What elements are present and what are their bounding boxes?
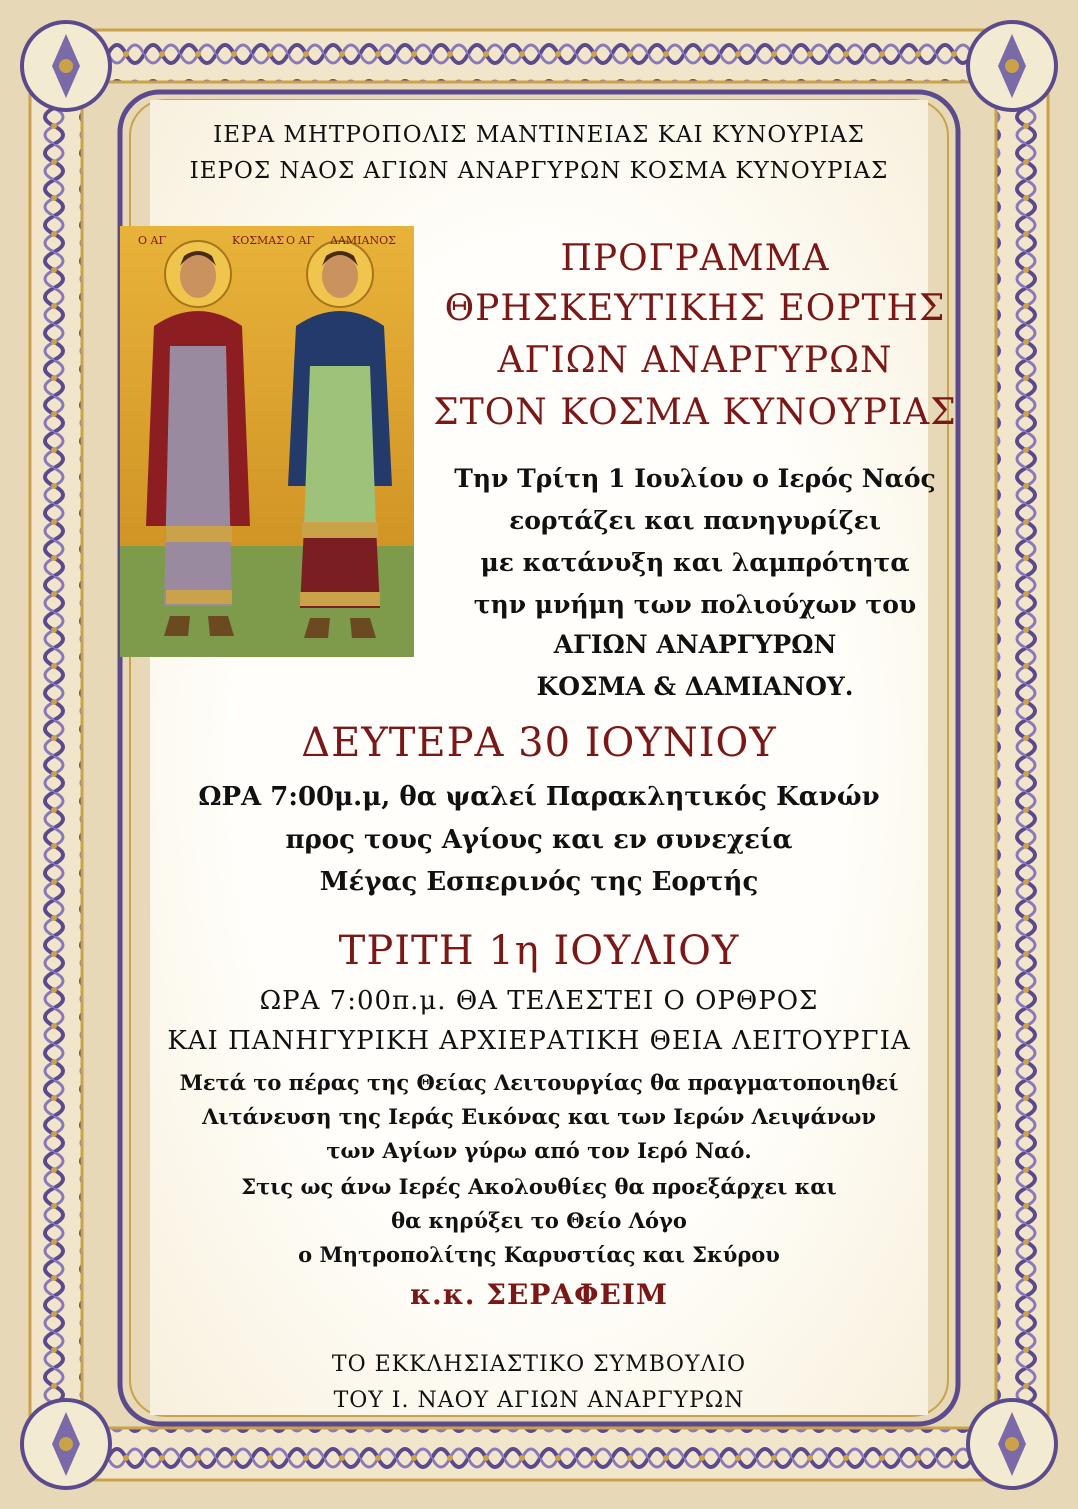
header-line-1: ΙΕΡΑ ΜΗΤΡΟΠΟΛΙΣ ΜΑΝΤΙΝΕΙΑΣ ΚΑΙ ΚΥΝΟΥΡΙΑΣ	[213, 122, 865, 148]
icon-inscription: Ο ΑΓ	[138, 234, 167, 247]
icon-inscription: ΚΟΣΜΑΣ	[232, 234, 284, 247]
title-line-4: ΣΤΟΝ ΚΟΣΜΑ ΚΥΝΟΥΡΙΑΣ	[433, 392, 957, 433]
day2-heading: ΤΡΙΤΗ 1η ΙΟΥΛΙΟΥ	[338, 928, 740, 974]
intro-line-6: ΚΟΣΜΑ & ΔΑΜΙΑΝΟΥ.	[536, 672, 854, 701]
day1-heading: ΔΕΥΤΕΡΑ 30 ΙΟΥΝΙΟΥ	[301, 720, 777, 766]
saints-cosmas-damian-icon	[120, 226, 414, 657]
signature-line-2: ΤΟΥ Ι. ΝΑΟΥ ΑΓΙΩΝ ΑΝΑΡΓΥΡΩΝ	[333, 1388, 745, 1413]
title-line-2: ΘΡΗΣΚΕΥΤΙΚΗΣ ΕΟΡΤΗΣ	[444, 288, 946, 329]
intro-line-1: Την Τρίτη 1 Ιουλίου ο Ιερός Ναός	[454, 464, 936, 493]
intro-line-2: εορτάζει και πανηγυρίζει	[509, 506, 881, 535]
day2-line-4: Στις ως άνω Ιερές Ακολουθίες θα προεξάρχει και	[241, 1174, 837, 1199]
day2-line-5: θα κηρύξει το Θείο Λόγο	[391, 1208, 687, 1233]
day2-line-2: Λιτάνευση της Ιεράς Εικόνας και των Ιερών Λειψάνων	[202, 1104, 876, 1129]
title-line-3: ΑΓΙΩΝ ΑΝΑΡΓΥΡΩΝ	[497, 340, 893, 381]
title-line-1: ΠΡΟΓΡΑΜΜΑ	[560, 238, 830, 279]
signature-line-1: ΤΟ ΕΚΚΛΗΣΙΑΣΤΙΚΟ ΣΥΜΒΟΥΛΙΟ	[331, 1352, 747, 1377]
bishop-name: κ.κ. ΣΕΡΑΦΕΙΜ	[410, 1278, 668, 1311]
intro-line-5: ΑΓΙΩΝ ΑΝΑΡΓΥΡΩΝ	[553, 630, 837, 659]
day2-line-6: ο Μητροπολίτης Καρυστίας και Σκύρου	[298, 1242, 780, 1267]
day2-caps-line-2: ΚΑΙ ΠΑΝΗΓΥΡΙΚΗ ΑΡΧΙΕΡΑΤΙΚΗ ΘΕΙΑ ΛΕΙΤΟΥΡΓΙΑ	[167, 1026, 911, 1056]
day1-line-3: Μέγας Εσπερινός της Εορτής	[319, 867, 759, 897]
day2-line-3: των Αγίων γύρω από τον Ιερό Ναό.	[326, 1138, 752, 1163]
header-line-2: ΙΕΡΟΣ ΝΑΟΣ ΑΓΙΩΝ ΑΝΑΡΓΥΡΩΝ ΚΟΣΜΑ ΚΥΝΟΥΡΙΑΣ	[189, 158, 889, 184]
icon-inscription: ΔΑΜΙΑΝΟΣ	[330, 234, 396, 247]
intro-line-4: την μνήμη των πολιούχων του	[473, 590, 917, 619]
intro-line-3: με κατάνυξη και λαμπρότητα	[480, 548, 910, 577]
icon-inscription: Ο ΑΓ	[286, 234, 315, 247]
day2-line-1: Μετά το πέρας της Θείας Λειτουργίας θα πραγματοποιηθεί	[179, 1070, 899, 1095]
day2-caps-line-1: ΩΡΑ 7:00π.μ. ΘΑ ΤΕΛΕΣΤΕΙ Ο ΟΡΘΡΟΣ	[259, 986, 819, 1016]
day1-line-2: προς τους Αγίους και εν συνεχεία	[285, 825, 793, 855]
day1-line-1: ΩΡΑ 7:00μ.μ, θα ψαλεί Παρακλητικός Κανών	[198, 782, 880, 812]
